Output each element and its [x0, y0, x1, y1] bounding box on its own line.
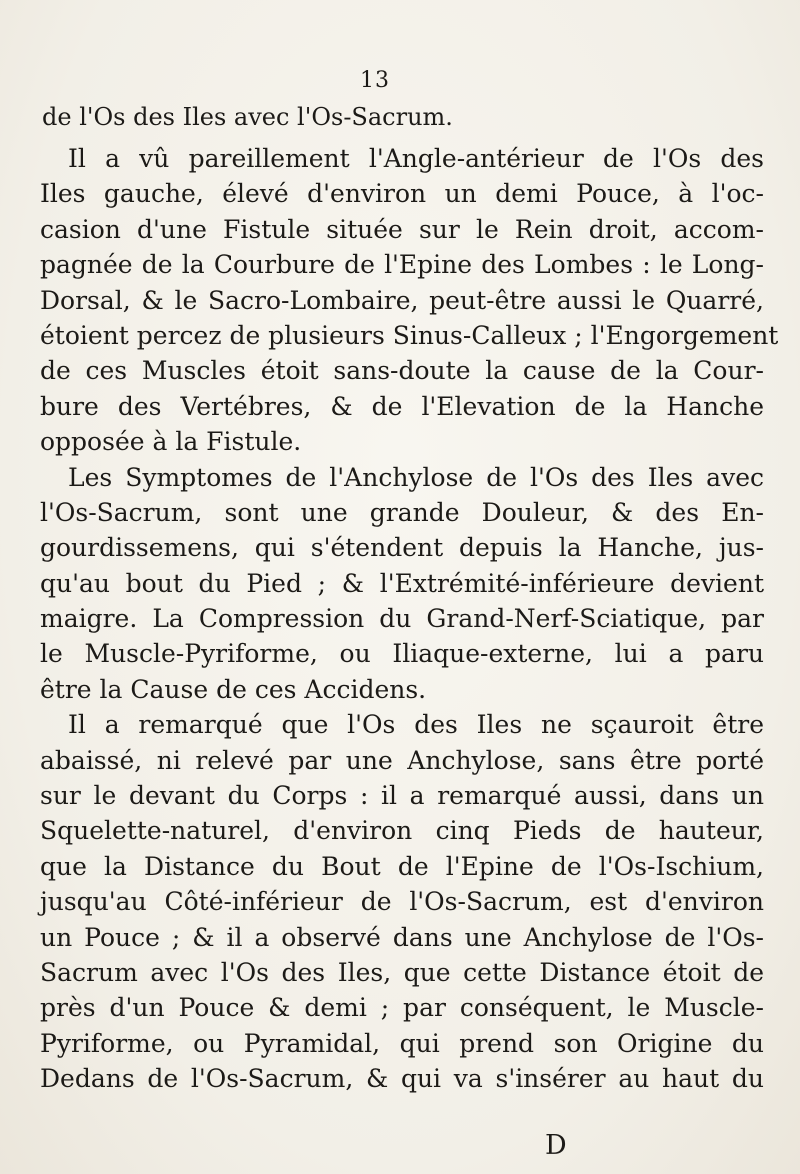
paragraph-3 — [40, 707, 764, 1096]
text-line: casion d'une Fistule située sur le Rein droit, accom- — [40, 214, 764, 244]
signature-mark: D — [545, 1130, 567, 1161]
text-line: jusqu'au Côté-inférieur de l'Os-Sacrum, est d'environ — [40, 887, 764, 917]
text-line: Dedans de l'Os-Sacrum, & qui va s'insérer au haut du — [40, 1064, 764, 1094]
body-text — [40, 141, 779, 1097]
text-line: qu'au bout du Pied ; & l'Extrémité-inférieure devient — [40, 568, 764, 598]
text-line: Sacrum avec l'Os des Iles, que cette Distance étoit de — [40, 957, 764, 987]
text-line: un Pouce ; & il a observé dans une Anchylose de l'Os- — [40, 922, 764, 952]
paragraph-1 — [40, 141, 779, 460]
text-line: Dorsal, & le Sacro-Lombaire, peut-être aussi le Quarré, — [40, 285, 764, 315]
text-line: abaissé, ni relevé par une Anchylose, sans être porté — [40, 745, 764, 775]
text-line: Squelette-naturel, d'environ cinq Pieds de hauteur, — [40, 816, 764, 846]
paragraph-2 — [40, 460, 764, 708]
page-number: 13 — [360, 68, 390, 93]
text-line: le Muscle-Pyriforme, ou Iliaque-externe, lui a paru — [40, 639, 764, 669]
text-line: sur le devant du Corps : il a remarqué aussi, dans un — [40, 781, 764, 811]
text-line: bure des Vertébres, & de l'Elevation de la Hanche — [40, 391, 764, 421]
text-line: étoient percez de plusieurs Sinus-Calleux ; l'Engorgement — [40, 320, 779, 350]
text-line: opposée à la Fistule. — [40, 427, 302, 457]
text-line: près d'un Pouce & demi ; par conséquent, le Muscle- — [40, 993, 764, 1023]
text-line: Iles gauche, élevé d'environ un demi Pouce, à l'oc- — [40, 179, 764, 209]
text-line: de ces Muscles étoit sans-doute la cause de la Cour- — [40, 356, 764, 386]
text-line: que la Distance du Bout de l'Epine de l'Os-Ischium, — [40, 851, 764, 881]
text-line: Il a vû pareillement l'Angle-antérieur de l'Os des — [68, 144, 764, 173]
text-line: maigre. La Compression du Grand-Nerf-Sciatique, par — [40, 604, 764, 634]
running-head: de l'Os des Iles avec l'Os-Sacrum. — [42, 103, 453, 131]
text-line: pagnée de la Courbure de l'Epine des Lombes : le Long- — [40, 250, 764, 280]
text-line: l'Os-Sacrum, sont une grande Douleur, & des En- — [40, 497, 764, 527]
text-line: Les Symptomes de l'Anchylose de l'Os des Iles avec — [68, 462, 764, 492]
text-line: Il a remarqué que l'Os des Iles ne sçauroit être — [68, 710, 764, 740]
text-line: Pyriforme, ou Pyramidal, qui prend son Origine du — [40, 1028, 764, 1058]
text-line: gourdissemens, qui s'étendent depuis la Hanche, jus- — [40, 533, 764, 563]
text-line: être la Cause de ces Accidens. — [40, 674, 427, 704]
